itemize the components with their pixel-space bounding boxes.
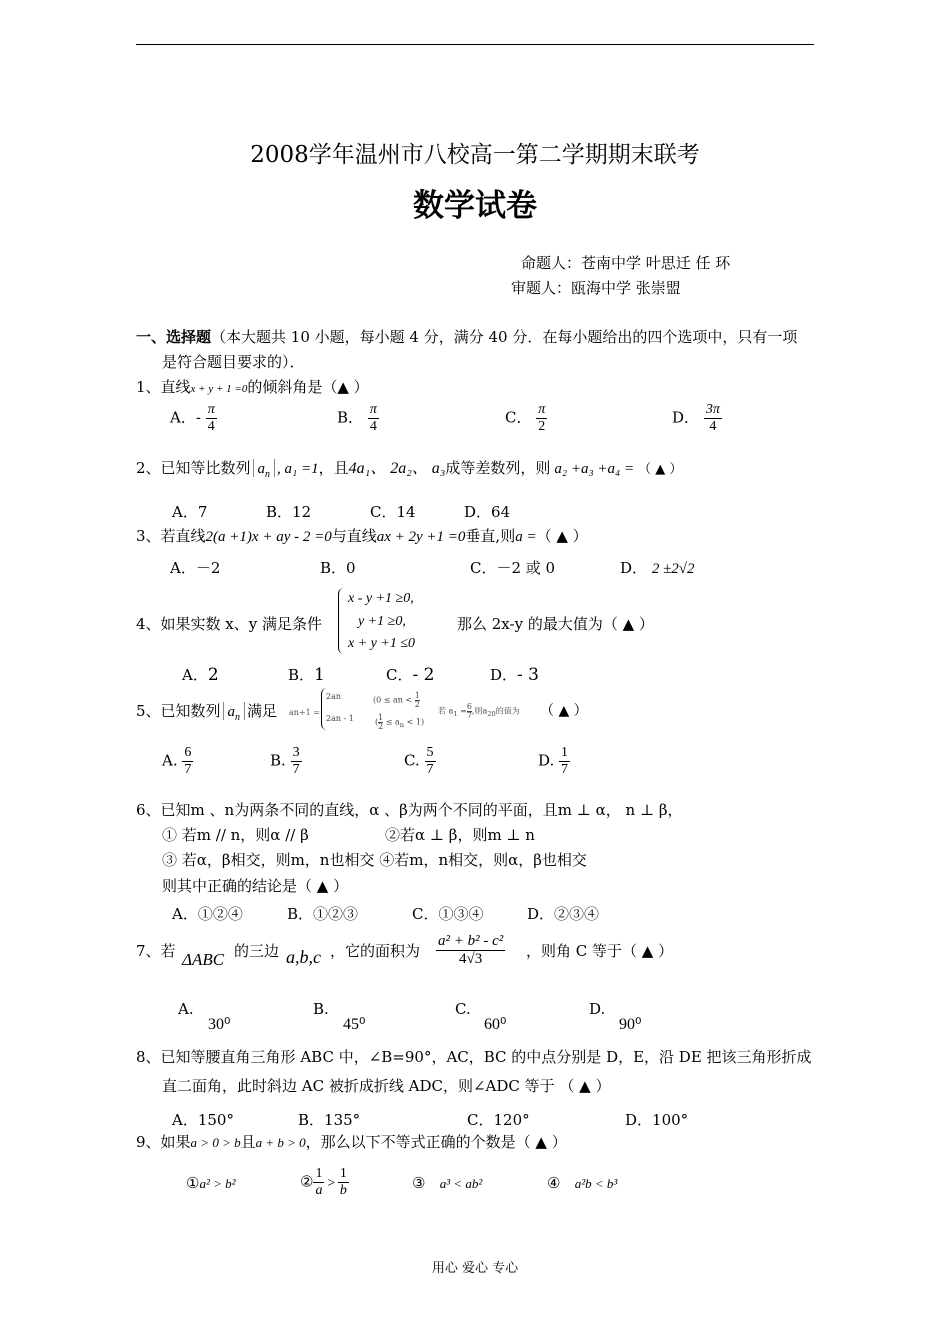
- q4-c-label: C．: [386, 666, 413, 684]
- q5-piece1-cond-text: (0 ≤ a: [373, 695, 398, 705]
- section1-desc1: （本大题共 10 小题，每小题 4 分，满分 40 分．在每小题给出的四个选项中，只有一项: [211, 328, 798, 346]
- q7-stem-mid: 的三边: [234, 942, 280, 960]
- q5-c-frac: [425, 745, 436, 778]
- q4-a-value: 2: [207, 665, 219, 685]
- q1-a-num: π: [207, 402, 215, 417]
- q9-o2-rden: b: [339, 1183, 347, 1198]
- q1-c-num: π: [538, 402, 546, 417]
- q5-piece2-cond: ( $\frac{1}{2}$ ≤ $a_n < 1$): [375, 713, 425, 731]
- q2-option-c: C．14: [370, 503, 416, 521]
- q5-tail-text: 若: [438, 706, 446, 716]
- q5-b-den: 7: [292, 762, 300, 777]
- q5-piece1: 2an: [326, 692, 342, 701]
- q7-option-a-label: A.: [178, 1000, 194, 1018]
- q5-piece2-expr: 2a: [326, 714, 336, 723]
- q1-option-b: [337, 402, 379, 435]
- q2-sum: a₂ +a₃ +a₄ =: [554, 461, 635, 477]
- q1-option-d: [672, 402, 722, 435]
- q5-sequence: [223, 702, 246, 723]
- q5-option-d: [538, 745, 570, 778]
- q2-seq-sub: n: [265, 469, 271, 480]
- q9-o3-expr: a³ < ab²: [439, 1176, 483, 1191]
- q4-option-a: [182, 664, 219, 685]
- q1-c-den: 2: [538, 419, 546, 434]
- q6-line3: ③ 若α，β相交，则m，n也相交 ④若m，n相交，则α，β也相交: [162, 851, 587, 869]
- q9-cond2: a + b > 0: [255, 1135, 306, 1150]
- q7-triangle: ΔABC: [182, 950, 225, 969]
- q9-o2-lden: a: [315, 1183, 323, 1198]
- q2-stem-pre: 2、已知等比数列: [136, 459, 251, 477]
- q8-option-c: C．120°: [467, 1111, 530, 1129]
- q1-b-num: π: [369, 402, 377, 417]
- q4-d-label: D．: [490, 666, 518, 684]
- q5-seq-symbol: a: [227, 704, 236, 720]
- q9-o4-expr: a²b < b³: [574, 1176, 618, 1191]
- q5-b-label: B.: [270, 751, 286, 770]
- q3-option-d: [620, 557, 695, 578]
- q3-eq1: 2(a +1)x + ay - 2 =0: [205, 529, 332, 545]
- q2-option-a: A．7: [172, 503, 208, 521]
- q1-b-label: B．: [337, 408, 364, 427]
- q2-seq-symbol: a: [257, 461, 266, 477]
- q5-c-label: C.: [404, 751, 420, 770]
- q3-option-a: A．－2: [170, 559, 221, 577]
- q7-area-den: 4√3: [459, 951, 483, 967]
- q3-option-b: B．0: [320, 559, 356, 577]
- page-footer: 用心 爱心 专心: [431, 1261, 519, 1276]
- q2-stem-post: 成等差数列，则: [445, 459, 551, 477]
- q5-c-num: 5: [426, 745, 434, 760]
- q7-option-a-value: 30⁰: [208, 1016, 231, 1033]
- q7-stem-post: ，则角 C 等于（ ▲ ）: [526, 942, 674, 960]
- q7-stem-mid2: ，它的面积为: [330, 942, 421, 960]
- q4-stem-pre: 4、如果实数 x、y 满足条件: [136, 615, 323, 633]
- q1-c-label: C．: [505, 408, 532, 427]
- q7-stem-pre: 7、若: [136, 942, 176, 960]
- q5-a-den: 7: [184, 762, 192, 777]
- reviewer-line: 审题人：瓯海中学 张崇盟: [511, 279, 681, 297]
- exam-title: 2008学年温州市八校高一第二学期期末联考: [250, 142, 700, 168]
- q6-option-a: A．①②④: [172, 905, 243, 923]
- q5-piece1-cond: (0 ≤ an < $\frac{1}{2}$: [373, 691, 420, 709]
- q1-d-label: D．: [672, 408, 700, 427]
- q5-option-b: [270, 745, 302, 778]
- q4-stem-post: 那么 2x-y 的最大值为（ ▲ ）: [457, 615, 654, 633]
- q6-option-b: B．①②③: [287, 905, 359, 923]
- q9-o4-mark: ④: [547, 1174, 561, 1192]
- q2-stem: [136, 455, 682, 480]
- q9-option-2: ② $\frac{1}{a}$ > $\frac{1}{b}$: [300, 1166, 347, 1198]
- q3-blank: （ ▲ ）: [536, 527, 588, 545]
- section1-line1: [136, 326, 797, 347]
- q2-option-b: B．12: [266, 503, 312, 521]
- q9-o1-expr: a² > b²: [199, 1176, 236, 1191]
- q5-d-num: 1: [561, 745, 569, 760]
- q2-mid: ，且: [318, 459, 349, 477]
- q1-d-den: 4: [709, 419, 717, 434]
- q5-option-a: [162, 745, 193, 778]
- q7-area-num: a² + b² - c²: [438, 933, 504, 949]
- q4-c-value: - 2: [412, 665, 435, 685]
- q7-option-b-label: B.: [313, 1000, 329, 1018]
- q6-line4: 则其中正确的结论是（ ▲ ）: [162, 877, 349, 895]
- q1-option-a: [170, 402, 217, 435]
- q4-b-label: B．: [288, 666, 315, 684]
- exam-subtitle: 数学试卷: [413, 188, 537, 224]
- q5-stem: [136, 700, 277, 723]
- q5-d-den: 7: [561, 762, 569, 777]
- q8-option-d: D．100°: [625, 1111, 689, 1129]
- q1-d-frac: [704, 402, 722, 435]
- q5-lhs: an+1 =: [289, 708, 320, 717]
- q4-constraint-2: y +1 ≥0,: [358, 614, 406, 629]
- q8-line2: 直二面角，此时斜边 AC 被折成折线 ADC，则∠ADC 等于 （ ▲ ）: [162, 1077, 611, 1095]
- q3-stem: [136, 525, 588, 546]
- q6-line2a: ① 若m // n，则α // β: [162, 826, 309, 844]
- q5-a-frac: [182, 745, 193, 778]
- q1-b-den: 4: [369, 419, 377, 434]
- q4-d-value: - 3: [517, 665, 539, 685]
- q3-var: a =: [515, 529, 537, 545]
- q4-a-label: A．: [182, 666, 208, 684]
- q4-option-d: [490, 664, 539, 685]
- q1-a-den: 4: [207, 419, 215, 434]
- q5-lhs-symbol: a: [289, 708, 294, 717]
- q4-constraint-1: x - y +1 ≥0,: [348, 591, 414, 606]
- q9-o2-rnum: 1: [339, 1166, 347, 1181]
- q1-stem-pre: 1、直线: [136, 378, 191, 396]
- q4-option-b: [288, 664, 325, 685]
- q5-b-num: 3: [292, 745, 300, 760]
- q7-area-frac: [436, 933, 505, 968]
- q9-o2-left-frac: [313, 1166, 324, 1199]
- q5-blank: （ ▲ ）: [540, 703, 588, 719]
- q5-a-label: A.: [162, 751, 178, 770]
- q1-d-num: 3π: [705, 402, 720, 417]
- q9-stem: [136, 1131, 567, 1152]
- section1-desc2: 是符合题目要求的）．: [162, 353, 305, 371]
- q1-stem-post: 的倾斜角是（▲ ）: [247, 378, 369, 396]
- q5-stem-pre: 5、已知数列: [136, 702, 221, 720]
- q7-option-b-value: 45⁰: [343, 1016, 366, 1033]
- q4-constraint-3: x + y +1 ≤0: [348, 636, 416, 651]
- q5-d-label: D.: [538, 751, 555, 770]
- q3-mid: 与直线: [331, 527, 377, 545]
- q3-eq2: ax + 2y +1 =0: [376, 529, 466, 545]
- q9-o3-mark: ③: [412, 1174, 426, 1192]
- author-line: 命题人：苍南中学 叶思迁 任 环: [521, 254, 731, 272]
- q9-option-4: [547, 1174, 617, 1192]
- q5-c-den: 7: [426, 762, 434, 777]
- q1-c-frac: [536, 402, 547, 435]
- q8-line1: 8、已知等腰直角三角形 ABC 中，∠B=90°，AC，BC 的中点分别是 D，E，沿 DE 把该三角形折成: [136, 1048, 812, 1066]
- q4-b-value: 1: [314, 665, 325, 685]
- q9-option-3: [412, 1174, 482, 1192]
- q5-seq-sub: n: [235, 712, 241, 723]
- q3-option-c: C．－2 或 0: [470, 559, 556, 577]
- q2-terms: 4a₁、 2a₂、 a₃: [348, 460, 446, 477]
- q7-option-d-value: 90⁰: [619, 1016, 642, 1033]
- q7-option-c-value: 60⁰: [484, 1016, 507, 1033]
- q2-option-d: D．64: [464, 503, 511, 521]
- q4-brace: [338, 588, 347, 654]
- q1-equation: x + y + 1 =0: [190, 383, 248, 395]
- q9-mid: 且: [240, 1133, 256, 1151]
- q6-line2b: ②若α ⊥ β，则m ⊥ n: [385, 826, 535, 844]
- q5-tail-text3: 的值为: [495, 706, 520, 716]
- q1-a-label: A．-: [170, 408, 201, 427]
- q5-tail-text2: ,则a: [471, 706, 488, 716]
- q2-blank: （ ▲ ）: [638, 462, 683, 477]
- q1-b-frac: [368, 402, 379, 435]
- q7-option-d-label: D.: [589, 1000, 606, 1018]
- q1-option-c: [505, 402, 547, 435]
- q9-o1-mark: ①: [186, 1174, 200, 1192]
- q5-b-frac: [291, 745, 302, 778]
- q1-a-frac: [206, 402, 217, 435]
- q9-stem-post: ，那么以下不等式正确的个数是（ ▲ ）: [305, 1133, 567, 1151]
- q5-piece2-cond-text: (: [375, 717, 379, 727]
- q9-o2-lnum: 1: [315, 1166, 323, 1181]
- q8-option-b: B．135°: [298, 1111, 361, 1129]
- q3-stem-pre: 3、若直线: [136, 527, 206, 545]
- q3-stem-post: 垂直,则: [465, 527, 516, 545]
- q9-o2-right-frac: [338, 1166, 349, 1199]
- q8-option-a: A．150°: [172, 1111, 234, 1129]
- q9-cond1: a > 0 > b: [190, 1135, 241, 1150]
- q5-a-num: 6: [184, 745, 192, 760]
- q5-stem-mid: 满足: [247, 702, 278, 720]
- q5-d-frac: [559, 745, 570, 778]
- q6-option-d: D．②③④: [527, 905, 600, 923]
- q3-d-label: D．: [620, 559, 648, 577]
- q9-option-1: [186, 1174, 236, 1192]
- q9-stem-pre: 9、如果: [136, 1133, 191, 1151]
- q5-piece2: 2an - 1: [326, 714, 354, 723]
- q2-condition: , a₁ =1: [277, 461, 319, 477]
- q4-option-c: [386, 664, 434, 685]
- q5-option-c: [404, 745, 436, 778]
- q6-line1: 6、已知m 、n为两条不同的直线，α 、β为两个不同的平面，且m ⊥ α， n ⊥ β，: [136, 801, 683, 819]
- header-rule: [136, 44, 814, 45]
- q5-piece1-expr: 2a: [326, 692, 336, 701]
- q1-stem: [136, 376, 369, 397]
- q2-sequence: [253, 459, 276, 480]
- q3-d-value: 2 ±2√2: [651, 561, 695, 577]
- q6-option-c: C．①③④: [412, 905, 484, 923]
- q9-o2-mark: ②: [300, 1172, 314, 1191]
- q7-option-c-label: C.: [455, 1000, 471, 1018]
- section1-heading: 一、选择题: [136, 328, 212, 346]
- q7-sides: a,b,c: [286, 947, 321, 967]
- q5-tail: 若 $a_1$ = $\frac{6}{7}$ ,则$a_{20}$的值为: [438, 702, 520, 720]
